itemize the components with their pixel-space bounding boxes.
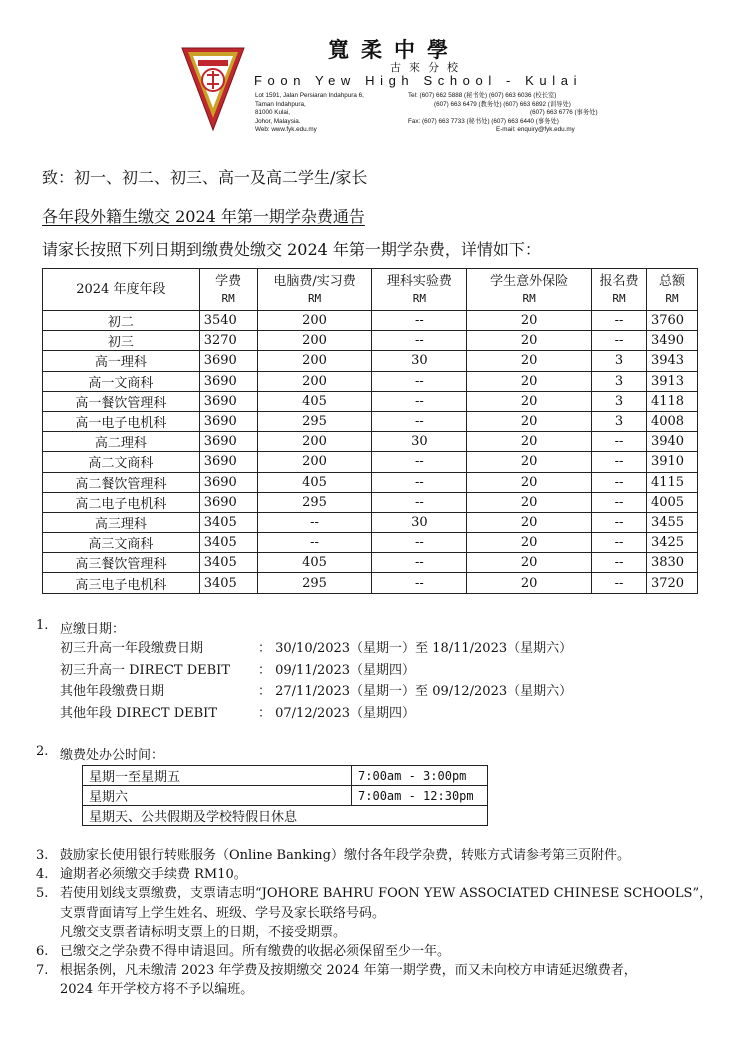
schedule-label: 初三升高一年段缴费日期 (60, 641, 204, 656)
tuition-cell: 3690 (199, 432, 257, 452)
insurance-cell: 20 (467, 311, 592, 331)
table-row (43, 492, 698, 512)
note-item (36, 846, 716, 865)
hours-time: 7:00am - 12:30pm (352, 786, 488, 806)
address-line: Johor, Malaysia. (255, 117, 301, 125)
column-header: 电脑费/实习费 RM (257, 269, 372, 311)
table-row (43, 371, 698, 391)
registration-cell: -- (592, 452, 647, 472)
tuition-cell: 3690 (199, 351, 257, 371)
tuition-cell: 3405 (199, 533, 257, 553)
schedule-value: ： 09/11/2023（星期四） (258, 662, 416, 678)
insurance-cell: 20 (467, 553, 592, 573)
table-row (43, 512, 698, 532)
lab-fee-cell: -- (372, 492, 467, 512)
note-number: 5. (36, 886, 49, 902)
insurance-cell: 20 (467, 573, 592, 593)
computer-fee-cell: 200 (257, 311, 372, 331)
lab-fee-cell: 30 (372, 351, 467, 371)
tuition-cell: 3405 (199, 512, 257, 532)
total-cell: 3720 (646, 573, 697, 593)
letterhead (180, 32, 598, 142)
computer-fee-cell: 295 (257, 411, 372, 431)
tuition-cell: 3690 (199, 492, 257, 512)
grade-cell: 高三文商科 (43, 533, 200, 553)
lab-fee-cell: -- (372, 573, 467, 593)
lab-fee-cell: -- (372, 452, 467, 472)
insurance-cell: 20 (467, 371, 592, 391)
table-row (43, 432, 698, 452)
lab-fee-cell: -- (372, 331, 467, 351)
registration-cell: 3 (592, 411, 647, 431)
contact-line: (607) 663 6776 (事务处) (530, 109, 598, 117)
notice-title: 各年段外籍生缴交 2024 年第一期学杂费通告 (42, 207, 365, 226)
insurance-cell: 20 (467, 533, 592, 553)
lab-fee-cell: -- (372, 311, 467, 331)
table-row (43, 533, 698, 553)
computer-fee-cell: 200 (257, 452, 372, 472)
registration-cell: 3 (592, 371, 647, 391)
computer-fee-cell: -- (257, 512, 372, 532)
tuition-cell: 3690 (199, 391, 257, 411)
tuition-cell: 3690 (199, 452, 257, 472)
total-cell: 3830 (646, 553, 697, 573)
website: Web: www.fyk.edu.my (255, 126, 317, 134)
computer-fee-cell: 200 (257, 432, 372, 452)
total-cell: 3913 (646, 371, 697, 391)
table-row (43, 411, 698, 431)
lab-fee-cell: -- (372, 371, 467, 391)
registration-cell: -- (592, 553, 647, 573)
computer-fee-cell: 295 (257, 492, 372, 512)
contact-line: (607) 663 6479 (教务处) (607) 663 6892 (训导处) (434, 100, 571, 108)
computer-fee-cell: 200 (257, 331, 372, 351)
table-row (43, 351, 698, 371)
note-number: 7. (36, 963, 49, 979)
section-number: 1. (36, 618, 49, 633)
computer-fee-cell: 200 (257, 371, 372, 391)
tuition-cell: 3690 (199, 472, 257, 492)
schedule-value: ： 27/11/2023（星期一）至 09/12/2023（星期六） (258, 684, 573, 699)
note-line: 若使用划线支票缴费，支票请志明“JOHORE BAHRU FOON YEW ASSOCIATED CHINESE SCHOOLS”， (60, 886, 713, 902)
table-header-row (43, 269, 698, 311)
lab-fee-cell: -- (372, 472, 467, 492)
computer-fee-cell: 295 (257, 573, 372, 593)
grade-cell: 高一电子电机科 (43, 411, 200, 431)
grade-cell: 初三 (43, 331, 200, 351)
schedule-label: 其他年段 DIRECT DEBIT (60, 705, 217, 721)
registration-cell: 3 (592, 391, 647, 411)
total-cell: 3940 (646, 432, 697, 452)
note-number: 4. (36, 867, 49, 883)
grade-cell: 高三电子电机科 (43, 573, 200, 593)
lab-fee-cell: 30 (372, 512, 467, 532)
note-line: 凡缴交支票者请标明支票上的日期，不接受期票。 (60, 924, 347, 940)
registration-cell: 3 (592, 351, 647, 371)
grade-cell: 高一文商科 (43, 371, 200, 391)
registration-cell: -- (592, 533, 647, 553)
lab-fee-cell: -- (372, 553, 467, 573)
school-contacts (408, 92, 598, 135)
school-logo (180, 42, 246, 132)
table-row (43, 472, 698, 492)
note-item (36, 884, 716, 942)
table-row (43, 452, 698, 472)
office-hours-table (82, 765, 488, 826)
total-cell: 3760 (646, 311, 697, 331)
school-name-english: Foon Yew High School - Kulai (254, 73, 583, 88)
lab-fee-cell: -- (372, 533, 467, 553)
hours-row (83, 786, 488, 806)
grade-cell: 高一理科 (43, 351, 200, 371)
recipient-line: 致：初一、初二、初三、高一及高二学生/家长 (42, 168, 368, 187)
total-cell: 4115 (646, 472, 697, 492)
insurance-cell: 20 (467, 391, 592, 411)
table-row (43, 553, 698, 573)
intro-text: 请家长按照下列日期到缴费处缴交 2024 年第一期学杂费，详情如下： (42, 240, 541, 259)
fee-table (42, 268, 698, 594)
computer-fee-cell: 405 (257, 391, 372, 411)
total-cell: 4008 (646, 411, 697, 431)
table-row (43, 311, 698, 331)
lab-fee-cell: -- (372, 411, 467, 431)
column-header: 理科实验费 RM (372, 269, 467, 311)
section-number: 2. (36, 744, 49, 759)
note-line: 已缴交之学杂费不得申请退回。所有缴费的收据必须保留至少一年。 (60, 944, 451, 960)
grade-cell: 高二理科 (43, 432, 200, 452)
note-line: 支票背面请写上学生姓名、班级、学号及家长联络号码。 (60, 905, 386, 921)
grade-cell: 高二餐饮管理科 (43, 472, 200, 492)
tuition-cell: 3270 (199, 331, 257, 351)
grade-cell: 高一餐饮管理科 (43, 391, 200, 411)
column-header: 总额 RM (646, 269, 697, 311)
computer-fee-cell: 200 (257, 351, 372, 371)
insurance-cell: 20 (467, 331, 592, 351)
school-name-chinese: 寬柔中學 (328, 37, 460, 62)
total-cell: 4118 (646, 391, 697, 411)
tuition-cell: 3540 (199, 311, 257, 331)
note-line: 鼓励家长使用银行转账服务（Online Banking）缴付各年段学杂费，转账方式请参考第三页附件。 (60, 848, 630, 863)
schedule-value: ： 30/10/2023（星期一）至 18/11/2023（星期六） (258, 641, 573, 656)
closed-note: 星期天、公共假期及学校特假日休息 (83, 806, 488, 826)
column-header: 报名费 RM (592, 269, 647, 311)
section-title: 缴费处办公时间： (60, 748, 165, 763)
address-line: Taman Indahpura, (255, 100, 306, 108)
note-line: 逾期者必须缴交手续费 RM10。 (60, 867, 247, 883)
note-number: 3. (36, 848, 49, 863)
contact-line: Fax: (607) 663 7733 (秘书处) (607) 663 6440 (事务处) (408, 117, 559, 125)
registration-cell: -- (592, 472, 647, 492)
notes-list (36, 846, 716, 1000)
total-cell: 3455 (646, 512, 697, 532)
branch-name-chinese: 古來分校 (390, 61, 466, 74)
school-address (255, 92, 364, 135)
note-item (36, 865, 716, 884)
insurance-cell: 20 (467, 472, 592, 492)
grade-cell: 高三餐饮管理科 (43, 553, 200, 573)
registration-cell: -- (592, 331, 647, 351)
grade-cell: 高二文商科 (43, 452, 200, 472)
column-header: 2024 年度年段 (43, 269, 200, 311)
table-row (43, 391, 698, 411)
total-cell: 3425 (646, 533, 697, 553)
address-line: Lot 1591, Jalan Persiaran Indahpura 6, (255, 92, 364, 99)
hours-day: 星期一至星期五 (83, 766, 352, 786)
tuition-cell: 3690 (199, 411, 257, 431)
total-cell: 3943 (646, 351, 697, 371)
schedule-label: 其他年段缴费日期 (60, 684, 165, 699)
table-row (43, 331, 698, 351)
total-cell: 3490 (646, 331, 697, 351)
hours-row (83, 806, 488, 826)
column-header: 学费 RM (199, 269, 257, 311)
email: E-mail: enquiry@fyk.edu.my (496, 126, 575, 134)
lab-fee-cell: 30 (372, 432, 467, 452)
lab-fee-cell: -- (372, 391, 467, 411)
total-cell: 3910 (646, 452, 697, 472)
registration-cell: -- (592, 573, 647, 593)
address-line: 81000 Kulai, (255, 109, 291, 117)
total-cell: 4005 (646, 492, 697, 512)
schedule-value: ： 07/12/2023（星期四） (258, 705, 416, 721)
hours-row (83, 766, 488, 786)
computer-fee-cell: 405 (257, 472, 372, 492)
registration-cell: -- (592, 492, 647, 512)
insurance-cell: 20 (467, 411, 592, 431)
registration-cell: -- (592, 512, 647, 532)
tuition-cell: 3405 (199, 553, 257, 573)
schedule-label: 初三升高一 DIRECT DEBIT (60, 662, 230, 678)
tuition-cell: 3690 (199, 371, 257, 391)
insurance-cell: 20 (467, 432, 592, 452)
contact-line: Tel: (607) 662 5888 (秘书处) (607) 663 6036 (校长室) (408, 92, 557, 99)
insurance-cell: 20 (467, 452, 592, 472)
note-line: 2024 年开学校方将不予以编班。 (60, 982, 254, 998)
registration-cell: -- (592, 311, 647, 331)
computer-fee-cell: 405 (257, 553, 372, 573)
insurance-cell: 20 (467, 492, 592, 512)
section-title: 应缴日期： (60, 622, 126, 637)
note-item (36, 942, 716, 961)
hours-time: 7:00am - 3:00pm (352, 766, 488, 786)
grade-cell: 初二 (43, 311, 200, 331)
registration-cell: -- (592, 432, 647, 452)
note-number: 6. (36, 944, 49, 960)
grade-cell: 高三理科 (43, 512, 200, 532)
insurance-cell: 20 (467, 351, 592, 371)
hours-day: 星期六 (83, 786, 352, 806)
note-item (36, 961, 716, 999)
insurance-cell: 20 (467, 512, 592, 532)
computer-fee-cell: -- (257, 533, 372, 553)
note-line: 根据条例，凡未缴清 2023 年学费及按期缴交 2024 年第一期学费，而又未向校方申请延迟缴费者， (60, 963, 637, 979)
table-row (43, 573, 698, 593)
column-header: 学生意外保险 RM (467, 269, 592, 311)
grade-cell: 高二电子电机科 (43, 492, 200, 512)
tuition-cell: 3405 (199, 573, 257, 593)
